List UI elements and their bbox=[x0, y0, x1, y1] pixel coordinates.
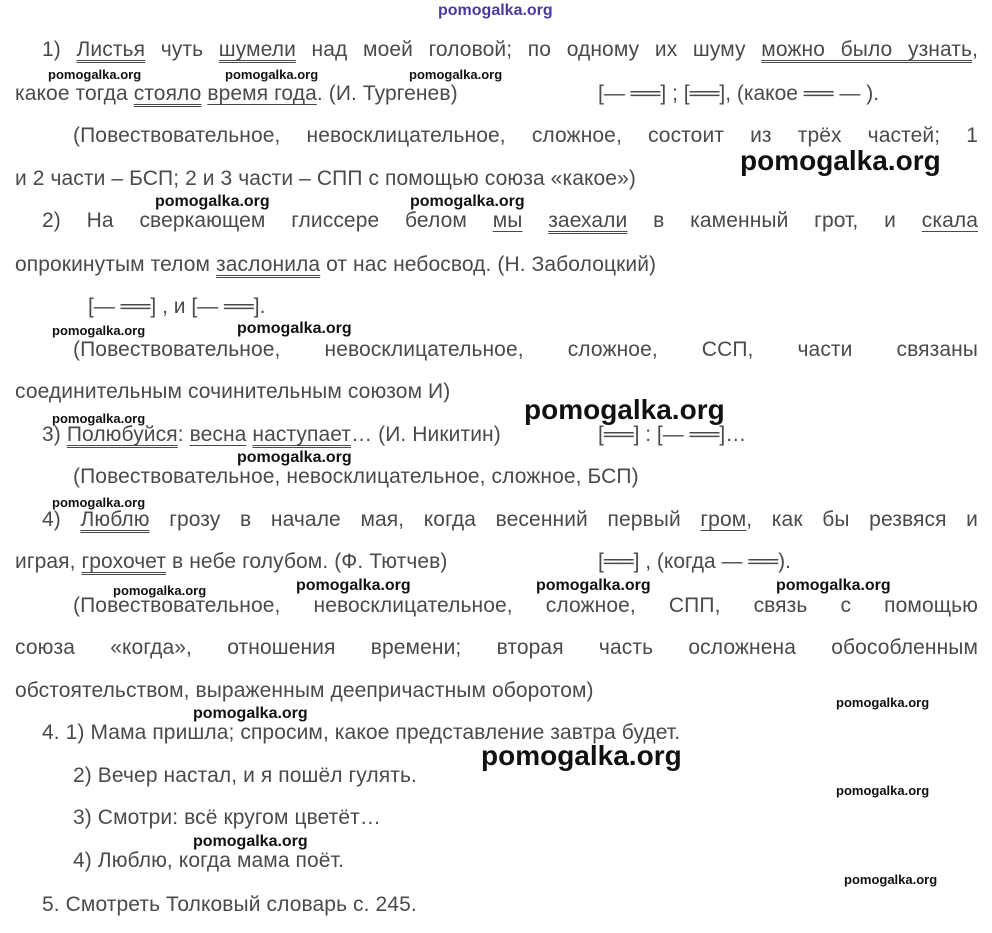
watermark: pomogalka.org bbox=[193, 705, 308, 722]
watermark: pomogalka.org bbox=[296, 577, 411, 594]
text-line-12 bbox=[15, 548, 448, 576]
watermark: pomogalka.org bbox=[113, 583, 207, 598]
text-fragment: … (И. Никитин) bbox=[351, 423, 501, 446]
text-line-18: 3) Смотри: всё кругом цветёт… bbox=[73, 806, 381, 829]
text-line-10: (Повествовательное, невосклицательное, сложное, БСП) bbox=[73, 465, 639, 488]
text-fragment: . (И. Тургенев) bbox=[316, 82, 458, 105]
text-line-16: 4. 1) Мама пришла; спросим, какое представление завтра будет. bbox=[42, 721, 681, 744]
text-fragment: , как бы резвяся и bbox=[746, 508, 978, 531]
text-line-4: и 2 части – БСП; 2 и 3 части – СПП с помощью союза «какое») bbox=[15, 167, 636, 190]
watermark: pomogalka.org bbox=[524, 394, 725, 425]
text-line-19: 4) Люблю, когда мама поёт. bbox=[73, 849, 344, 872]
watermark: pomogalka.org bbox=[410, 193, 525, 210]
text-line-17: 2) Вечер настал, и я пошёл гулять. bbox=[73, 764, 417, 787]
watermark: pomogalka.org bbox=[776, 577, 891, 594]
text-fragment: какое тогда bbox=[15, 82, 134, 105]
text-fragment: опрокинутым телом bbox=[15, 253, 217, 276]
watermark: pomogalka.org bbox=[409, 67, 503, 82]
text-line-8: соединительным сочинительным союзом И) bbox=[15, 380, 451, 403]
text-line-5 bbox=[42, 207, 978, 235]
watermark: pomogalka.org bbox=[237, 449, 352, 466]
watermark: pomogalka.org bbox=[52, 495, 146, 510]
text-fragment bbox=[522, 209, 548, 232]
subject-word: мы bbox=[492, 209, 523, 232]
text-fragment: над моей головой; по одному их шуму bbox=[295, 38, 762, 61]
predicate-word: Полюбуйся bbox=[66, 423, 178, 446]
sentence-scheme-4: [══] , (когда — ══). bbox=[598, 550, 791, 573]
text-line-2 bbox=[15, 80, 458, 108]
predicate-word: Люблю bbox=[80, 508, 150, 531]
subject-word: гром bbox=[700, 508, 747, 531]
predicate-word: шумели bbox=[218, 38, 296, 61]
watermark: pomogalka.org bbox=[237, 320, 352, 337]
text-line-7: (Повествовательное, невосклицательное, сложное, ССП, части связаны bbox=[73, 338, 978, 361]
text-fragment: 2) На сверкающем глиссере белом bbox=[42, 209, 493, 232]
text-line-14: союза «когда», отношения времени; вторая часть осложнена обособленным bbox=[15, 636, 978, 659]
watermark: pomogalka.org bbox=[844, 872, 938, 887]
text-fragment: грозу в начале мая, когда весенний первый bbox=[149, 508, 701, 531]
subject-word: весна bbox=[189, 423, 247, 446]
sentence-scheme-1: [— ══] ; [══], (какое ══ — ). bbox=[598, 82, 880, 105]
watermark: pomogalka.org bbox=[836, 783, 930, 798]
text-fragment: в небе голубом. (Ф. Тютчев) bbox=[166, 550, 448, 573]
watermark: pomogalka.org bbox=[740, 145, 941, 176]
text-fragment: от нас небосвод. (Н. Заболоцкий) bbox=[320, 253, 657, 276]
sentence-scheme-3: [══] : [— ══]… bbox=[598, 423, 747, 446]
text-line-6 bbox=[15, 251, 656, 279]
text-line-15: обстоятельством, выраженным деепричастным оборотом) bbox=[15, 679, 594, 702]
subject-word: Листья bbox=[76, 38, 146, 61]
subject-word: время года bbox=[207, 82, 317, 105]
text-fragment: 3) bbox=[42, 423, 67, 446]
watermark: pomogalka.org bbox=[48, 67, 142, 82]
predicate-word: наступает bbox=[252, 423, 352, 446]
watermark-top: pomogalka.org bbox=[438, 2, 553, 19]
sentence-scheme-2: [— ══] , и [— ══]. bbox=[88, 295, 266, 318]
predicate-word: заслонила bbox=[216, 253, 321, 276]
watermark: pomogalka.org bbox=[481, 740, 682, 771]
text-fragment: , bbox=[972, 38, 979, 61]
text-fragment: чуть bbox=[145, 38, 219, 61]
subject-word: скала bbox=[921, 209, 978, 232]
text-line-1 bbox=[42, 36, 978, 64]
predicate-word: стояло bbox=[133, 82, 202, 105]
text-fragment: в каменный грот, и bbox=[627, 209, 922, 232]
watermark: pomogalka.org bbox=[52, 411, 146, 426]
text-fragment: 4) bbox=[42, 508, 81, 531]
text-line-9 bbox=[42, 421, 501, 449]
text-line-3: (Повествовательное, невосклицательное, сложное, состоит из трёх частей; 1 bbox=[73, 124, 978, 147]
predicate-word: грохочет bbox=[81, 550, 167, 573]
text-fragment: играя, bbox=[15, 550, 82, 573]
predicate-word: можно было узнать bbox=[761, 38, 973, 61]
watermark: pomogalka.org bbox=[225, 67, 319, 82]
watermark: pomogalka.org bbox=[193, 833, 308, 850]
text-line-13: (Повествовательное, невосклицательное, сложное, СПП, связь с помощью bbox=[73, 594, 978, 617]
text-line-11 bbox=[42, 506, 978, 534]
watermark: pomogalka.org bbox=[52, 323, 146, 338]
text-line-20: 5. Смотреть Толковый словарь с. 245. bbox=[42, 893, 417, 916]
watermark: pomogalka.org bbox=[536, 577, 651, 594]
text-fragment: 1) bbox=[42, 38, 77, 61]
watermark: pomogalka.org bbox=[836, 695, 930, 710]
watermark: pomogalka.org bbox=[155, 193, 270, 210]
predicate-word: заехали bbox=[548, 209, 628, 232]
text-fragment: : bbox=[177, 423, 190, 446]
